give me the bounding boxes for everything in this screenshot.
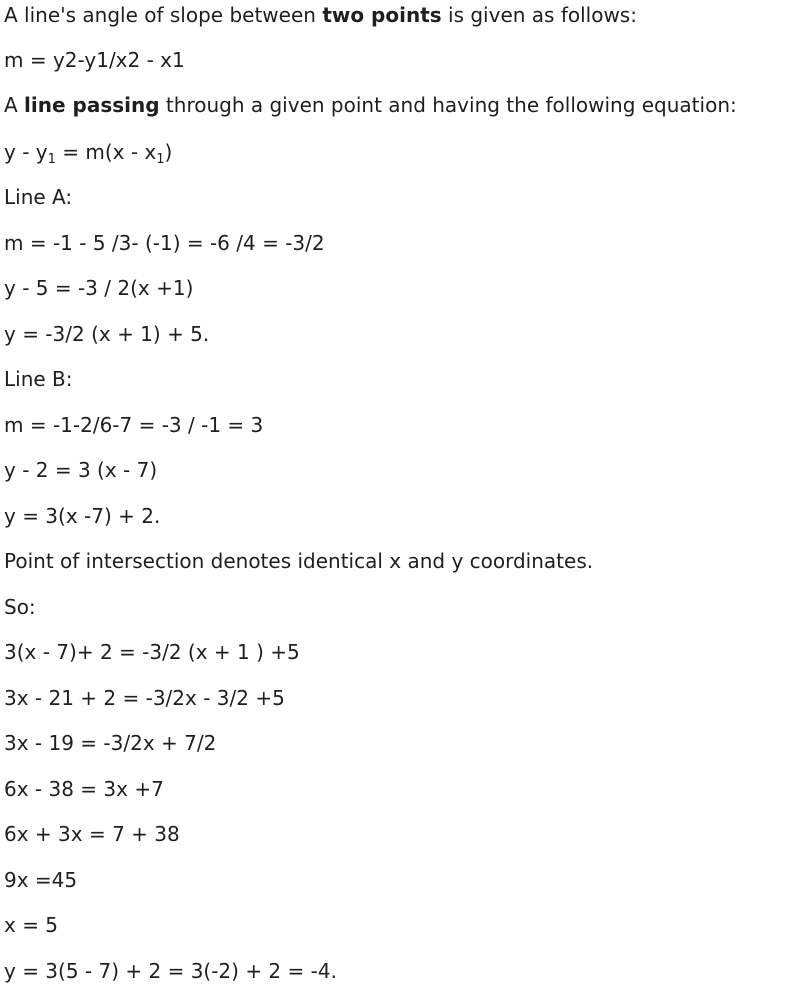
point-slope-part-c: ) <box>164 140 173 164</box>
line-a-slope: m = -1 - 5 /3- (-1) = -6 /4 = -3/2 <box>4 231 325 255</box>
intro-bold: two points <box>322 3 442 27</box>
line-a-equation-2: y = -3/2 (x + 1) + 5. <box>4 322 210 346</box>
line-passing-bold: line passing <box>24 93 160 117</box>
slope-formula: m = y2-y1/x2 - x1 <box>4 48 185 72</box>
point-slope-subscript-2: 1 <box>156 152 165 167</box>
intro-line <box>4 3 637 27</box>
line-b-equation-1: y - 2 = 3 (x - 7) <box>4 458 158 482</box>
line-passing-line <box>4 93 737 117</box>
step-line: 3x - 21 + 2 = -3/2x - 3/2 +5 <box>4 686 285 710</box>
intersection-note: Point of intersection denotes identical x and y coordinates. <box>4 549 594 573</box>
step-line: 6x + 3x = 7 + 38 <box>4 822 180 846</box>
step-line: 3(x - 7)+ 2 = -3/2 (x + 1 ) +5 <box>4 640 300 664</box>
intro-prefix: A line's angle of slope between <box>4 3 323 27</box>
line-b-slope: m = -1-2/6-7 = -3 / -1 = 3 <box>4 413 264 437</box>
line-a-equation-1: y - 5 = -3 / 2(x +1) <box>4 276 194 300</box>
line-passing-suffix: through a given point and having the following equation: <box>159 93 737 117</box>
line-passing-prefix: A <box>4 93 25 117</box>
point-slope-part-b: = m(x - x <box>55 140 157 164</box>
point-slope-subscript-1: 1 <box>47 152 56 167</box>
step-line: 9x =45 <box>4 868 78 892</box>
line-a-heading: Line A: <box>4 185 73 209</box>
point-slope-formula <box>4 140 173 167</box>
line-b-equation-2: y = 3(x -7) + 2. <box>4 504 161 528</box>
so-label: So: <box>4 595 36 619</box>
line-b-heading: Line B: <box>4 367 73 391</box>
step-line: 6x - 38 = 3x +7 <box>4 777 164 801</box>
step-line: x = 5 <box>4 913 59 937</box>
step-line: y = 3(5 - 7) + 2 = 3(-2) + 2 = -4. <box>4 959 337 983</box>
intro-suffix: is given as follows: <box>441 3 637 27</box>
step-line: 3x - 19 = -3/2x + 7/2 <box>4 731 217 755</box>
point-slope-part-a: y - y <box>4 140 48 164</box>
